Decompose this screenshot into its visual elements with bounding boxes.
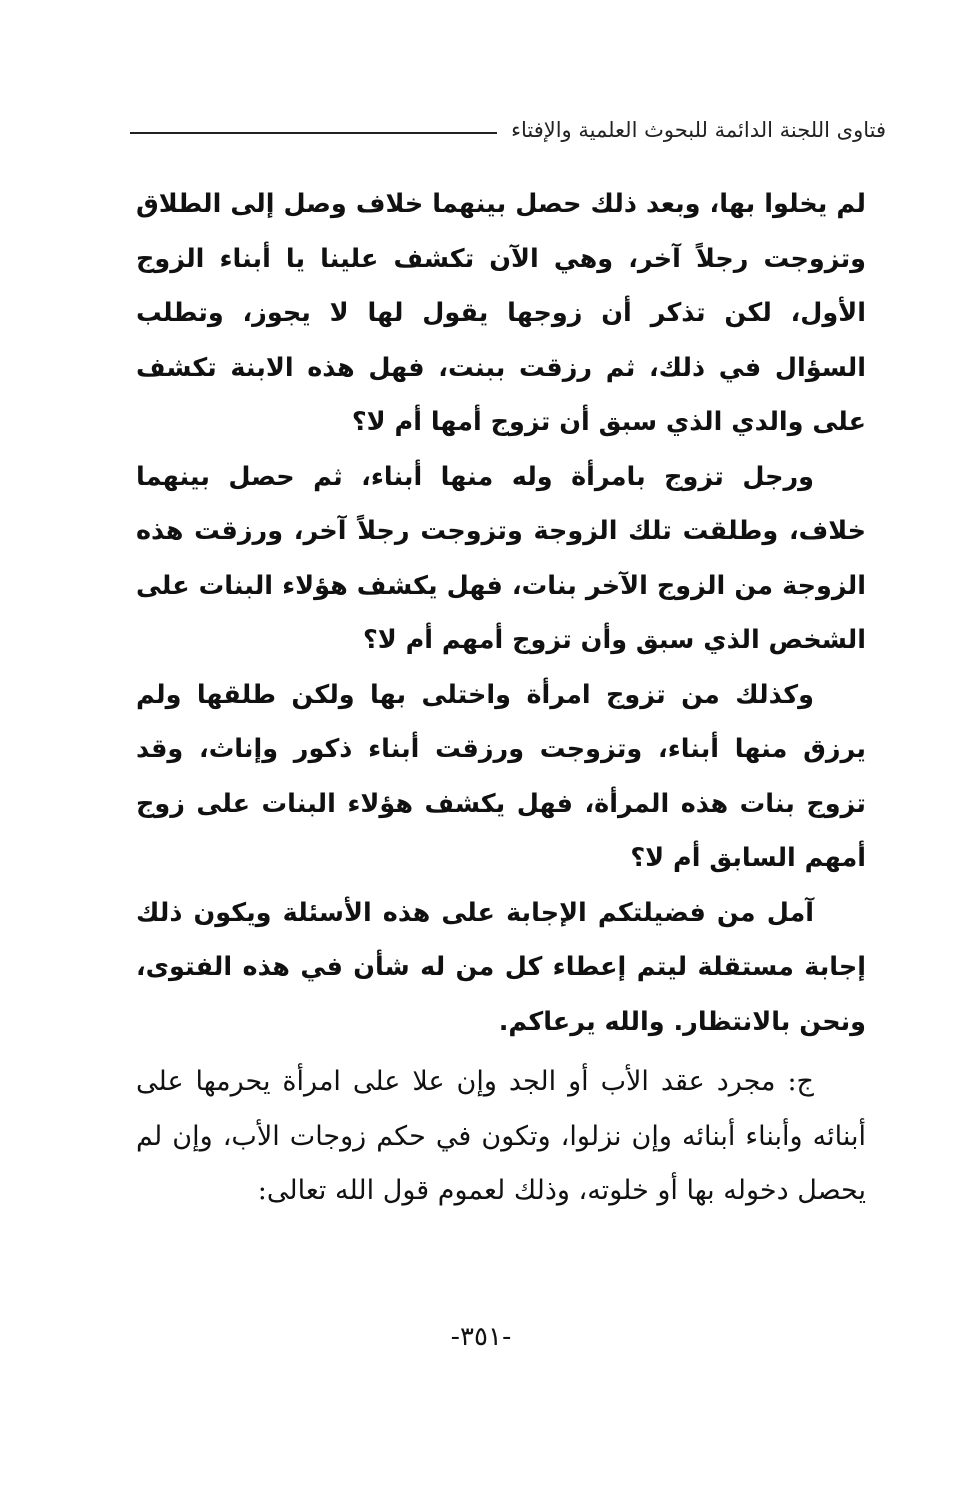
page-number: -٣٥١- [450,1322,512,1352]
question-paragraph-4: آمل من فضيلتكم الإجابة على هذه الأسئلة ويكون ذلك إجابة مستقلة ليتم إعطاء كل من له شأن في هذه الفتوى، ونحن بالانتظار. والله يرعاكم. [136,897,866,1037]
question-paragraph-2: ورجل تزوج بامرأة وله منها أبناء، ثم حصل بينهما خلاف، وطلقت تلك الزوجة وتزوجت رجلاً آخر، ورزقت هذه الزوجة من الزوج الآخر بنات، فهل يكشف هؤلاء البنات على الشخص الذي سبق وأن تزوج أمهم أم لا؟ [136,461,866,655]
question-paragraph-1: لم يخلوا بها، وبعد ذلك حصل بينهما خلاف وصل إلى الطلاق وتزوجت رجلاً آخر، وهي الآن تكشف علينا يا أبناء الزوج الأول، لكن تذكر أن زوجها يقول لها لا يجوز، وتطلب السؤال في ذلك، ثم رزقت ببنت، فهل هذه الابنة تكشف على والدي الذي سبق أن تزوج أمها أم لا؟ [136,189,866,437]
header-title: فتاوى اللجنة الدائمة للبحوث العلمية والإفتاء [511,118,886,142]
running-header [130,118,886,142]
question-paragraph-3: وكذلك من تزوج امرأة واختلى بها ولكن طلقها ولم يرزق منها أبناء، وتزوجت ورزقت أبناء ذكور وإناث، وقد تزوج بنات هذه المرأة، فهل يكشف هؤلاء البنات على زوج أمهم السابق أم لا؟ [136,679,866,873]
body-text [136,177,866,1219]
header-rule [130,132,497,134]
answer-paragraph: ج: مجرد عقد الأب أو الجد وإن علا على امرأة يحرمها على أبنائه وأبناء أبنائه وإن نزلوا، وتكون في حكم زوجات الأب، وإن لم يحصل دخوله بها أو خلوته، وذلك لعموم قول الله تعالى: [136,1066,866,1206]
